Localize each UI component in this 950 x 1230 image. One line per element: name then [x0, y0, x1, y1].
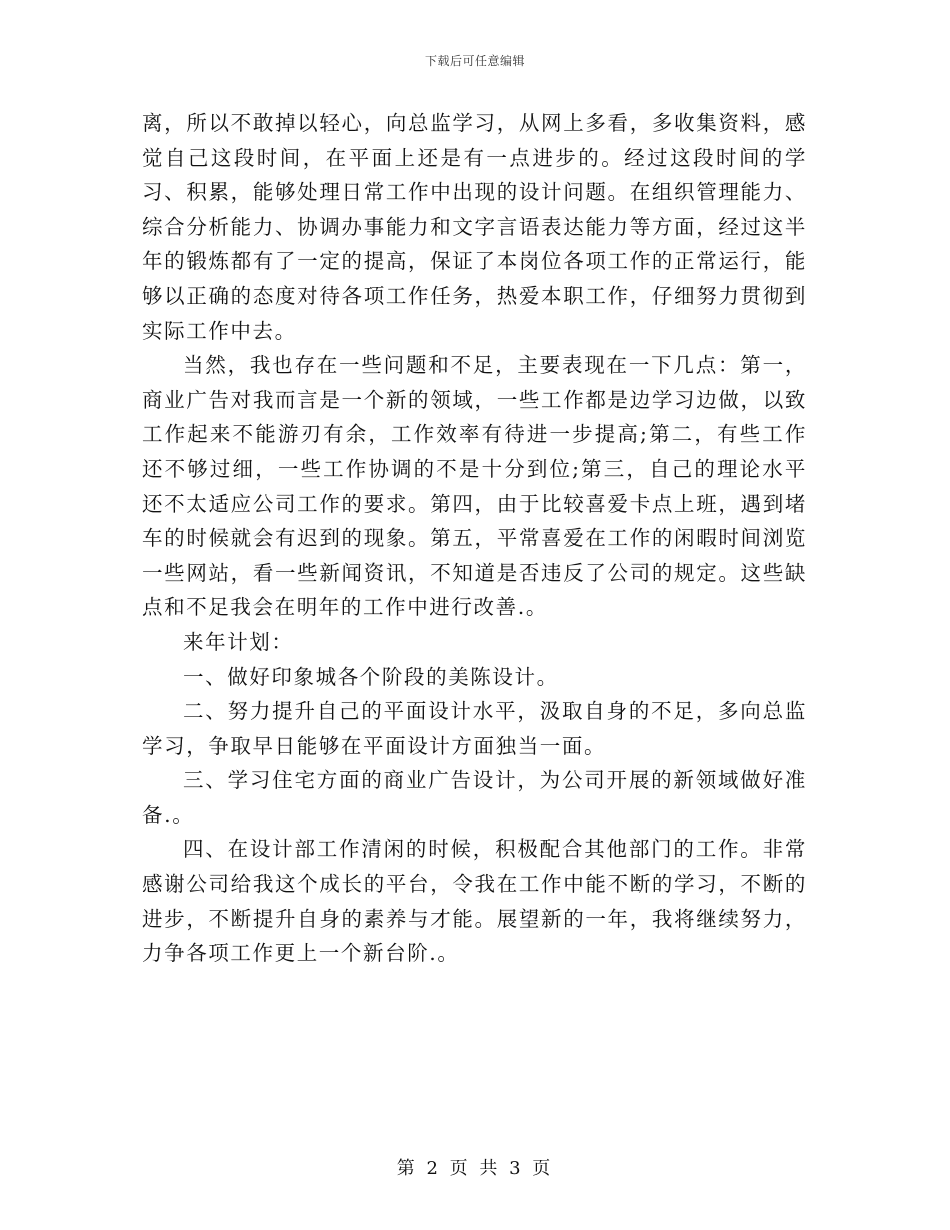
paragraph-shortcomings: 当然，我也存在一些问题和不足，主要表现在一下几点：第一，商业广告对我而言是一个新的领域，一些工作都是边学习边做，以致工作起来不能游刃有余，工作效率有待进一步提高;第二，有些工作还不够过细，一些工作协调的不是十分到位;第三，自己的理论水平还不太适应公司工作的要求。第四，由于比较喜爱卡点上班，遇到堵车的时候就会有迟到的现象。第五，平常喜爱在工作的闲暇时间浏览一些网站，看一些新闻资讯，不知道是否违反了公司的规定。这些缺点和不足我会在明年的工作中进行改善.。 [142, 353, 807, 620]
plan-item-2: 二、努力提升自己的平面设计水平，汲取自身的不足，多向总监学习，争取早日能够在平面设计方面独当一面。 [142, 699, 807, 758]
paragraph-continuation: 离，所以不敢掉以轻心，向总监学习，从网上多看，多收集资料，感觉自己这段时间，在平面上还是有一点进步的。经过这段时间的学习、积累，能够处理日常工作中出现的设计问题。在组织管理能力、综合分析能力、协调办事能力和文字言语表达能力等方面，经过这半年的锻炼都有了一定的提高，保证了本岗位各项工作的正常运行，能够以正确的态度对待各项工作任务，热爱本职工作，仔细努力贯彻到实际工作中去。 [142, 111, 807, 343]
document-body [142, 106, 807, 971]
plan-item-4: 四、在设计部工作清闲的时候，积极配合其他部门的工作。非常感谢公司给我这个成长的平台，令我在工作中能不断的学习，不断的进步，不断提升自身的素养与才能。展望新的一年，我将继续努力，力争各项工作更上一个新台阶.。 [142, 837, 807, 966]
plan-item-1: 一、做好印象城各个阶段的美陈设计。 [183, 664, 559, 689]
page-number: 第 2 页 共 3 页 [396, 1158, 554, 1179]
page-header: 下载后可任意编辑 [424, 54, 525, 68]
plan-heading: 来年计划： [183, 629, 294, 654]
plan-item-3: 三、学习住宅方面的商业广告设计，为公司开展的新领域做好准备.。 [142, 768, 807, 827]
